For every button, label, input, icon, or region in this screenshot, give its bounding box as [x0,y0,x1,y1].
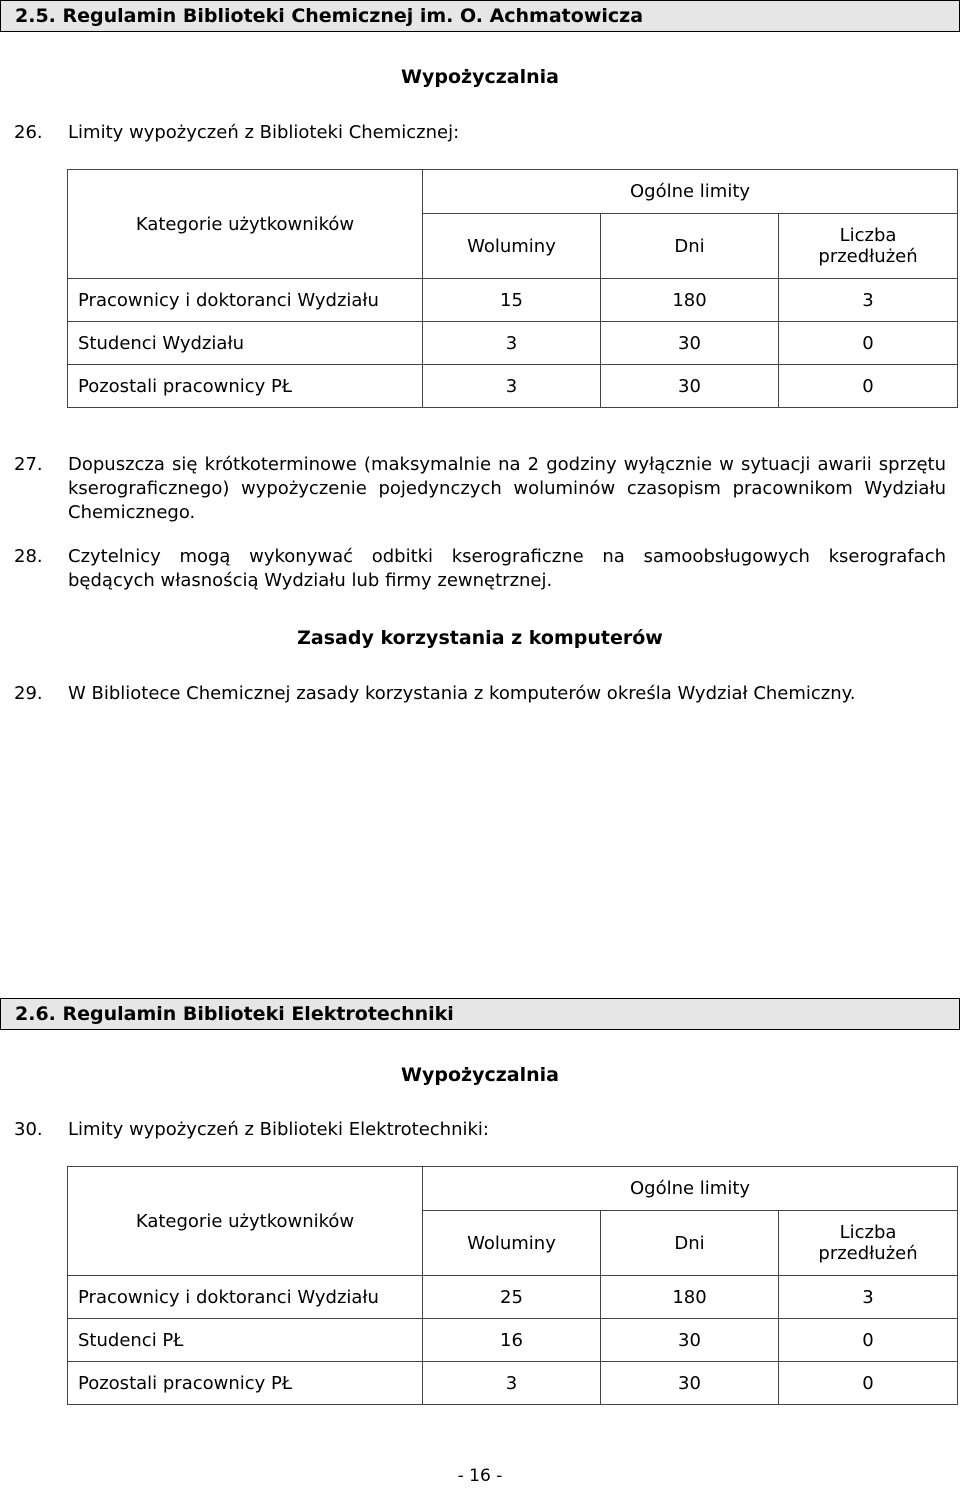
section-heading-2-5 [0,0,960,32]
header-extensions [779,1211,958,1276]
subheading-wypozyczalnia: Wypożyczalnia [401,1064,559,1086]
point-30 [14,1118,946,1142]
cell-volumes: 3 [423,1362,601,1405]
header-volumes: Woluminy [423,214,601,279]
point-number: 28. [14,546,43,567]
cell-volumes: 3 [423,322,601,365]
cell-days: 180 [601,1276,779,1319]
cell-days: 30 [601,1319,779,1362]
cell-category: Pracownicy i doktoranci Wydziału [68,279,423,322]
header-extensions-line2: przedłużeń [818,1243,918,1264]
point-number: 29. [14,683,43,704]
header-category: Kategorie użytkowników [68,1167,423,1276]
cell-extensions: 0 [779,1319,958,1362]
point-29 [14,682,946,706]
header-category: Kategorie użytkowników [68,170,423,279]
header-extensions [779,214,958,279]
cell-days: 180 [601,279,779,322]
cell-volumes: 25 [423,1276,601,1319]
point-text: Limity wypożyczeń z Biblioteki Chemicznej: [68,122,460,143]
cell-volumes: 3 [423,365,601,408]
limits-table-chemistry [67,169,958,408]
header-extensions-line1: Liczba [839,1222,897,1243]
point-28 [14,545,946,593]
point-text: Dopuszcza się krótkoterminowe (maksymalnie na 2 godziny wyłącznie w sytuacji awarii sprzętu kserograficznego) wypożyczenie pojedynczych woluminów czasopism pracownikom Wydziału Chemicznego. [68,454,946,523]
table-row [68,365,958,408]
point-27 [14,453,946,525]
cell-category: Pracownicy i doktoranci Wydziału [68,1276,423,1319]
cell-days: 30 [601,365,779,408]
cell-category: Pozostali pracownicy PŁ [68,365,423,408]
point-number: 27. [14,454,43,475]
cell-days: 30 [601,322,779,365]
point-number: 30. [14,1119,43,1140]
table-row [68,322,958,365]
cell-extensions: 3 [779,279,958,322]
page-number: - 16 - [457,1466,503,1486]
limits-table-electrical [67,1166,958,1405]
header-general-limits: Ogólne limity [423,1167,958,1211]
point-26 [14,121,946,145]
subheading-wypozyczalnia: Wypożyczalnia [401,66,559,88]
cell-category: Studenci PŁ [68,1319,423,1362]
header-volumes: Woluminy [423,1211,601,1276]
cell-extensions: 0 [779,365,958,408]
point-text: W Bibliotece Chemicznej zasady korzystania z komputerów określa Wydział Chemiczny. [68,683,856,704]
header-extensions-line1: Liczba [839,225,897,246]
section-heading-text: 2.5. Regulamin Biblioteki Chemicznej im. O. Achmatowicza [15,5,644,27]
cell-category: Pozostali pracownicy PŁ [68,1362,423,1405]
table-row [68,1319,958,1362]
point-text: Czytelnicy mogą wykonywać odbitki kserograficzne na samoobsługowych kserografach będących własnością Wydziału lub firmy zewnętrznej. [68,546,946,591]
cell-extensions: 0 [779,1362,958,1405]
header-days: Dni [601,1211,779,1276]
table-row [68,279,958,322]
cell-volumes: 16 [423,1319,601,1362]
cell-extensions: 3 [779,1276,958,1319]
cell-category: Studenci Wydziału [68,322,423,365]
cell-volumes: 15 [423,279,601,322]
subheading-computers: Zasady korzystania z komputerów [297,627,663,649]
point-text: Limity wypożyczeń z Biblioteki Elektrotechniki: [68,1119,489,1140]
section-heading-2-6 [0,998,960,1030]
header-days: Dni [601,214,779,279]
section-heading-text: 2.6. Regulamin Biblioteki Elektrotechniki [15,1003,454,1025]
table-row [68,1362,958,1405]
header-extensions-line2: przedłużeń [818,246,918,267]
cell-extensions: 0 [779,322,958,365]
cell-days: 30 [601,1362,779,1405]
point-number: 26. [14,122,43,143]
header-general-limits: Ogólne limity [423,170,958,214]
table-row [68,1276,958,1319]
